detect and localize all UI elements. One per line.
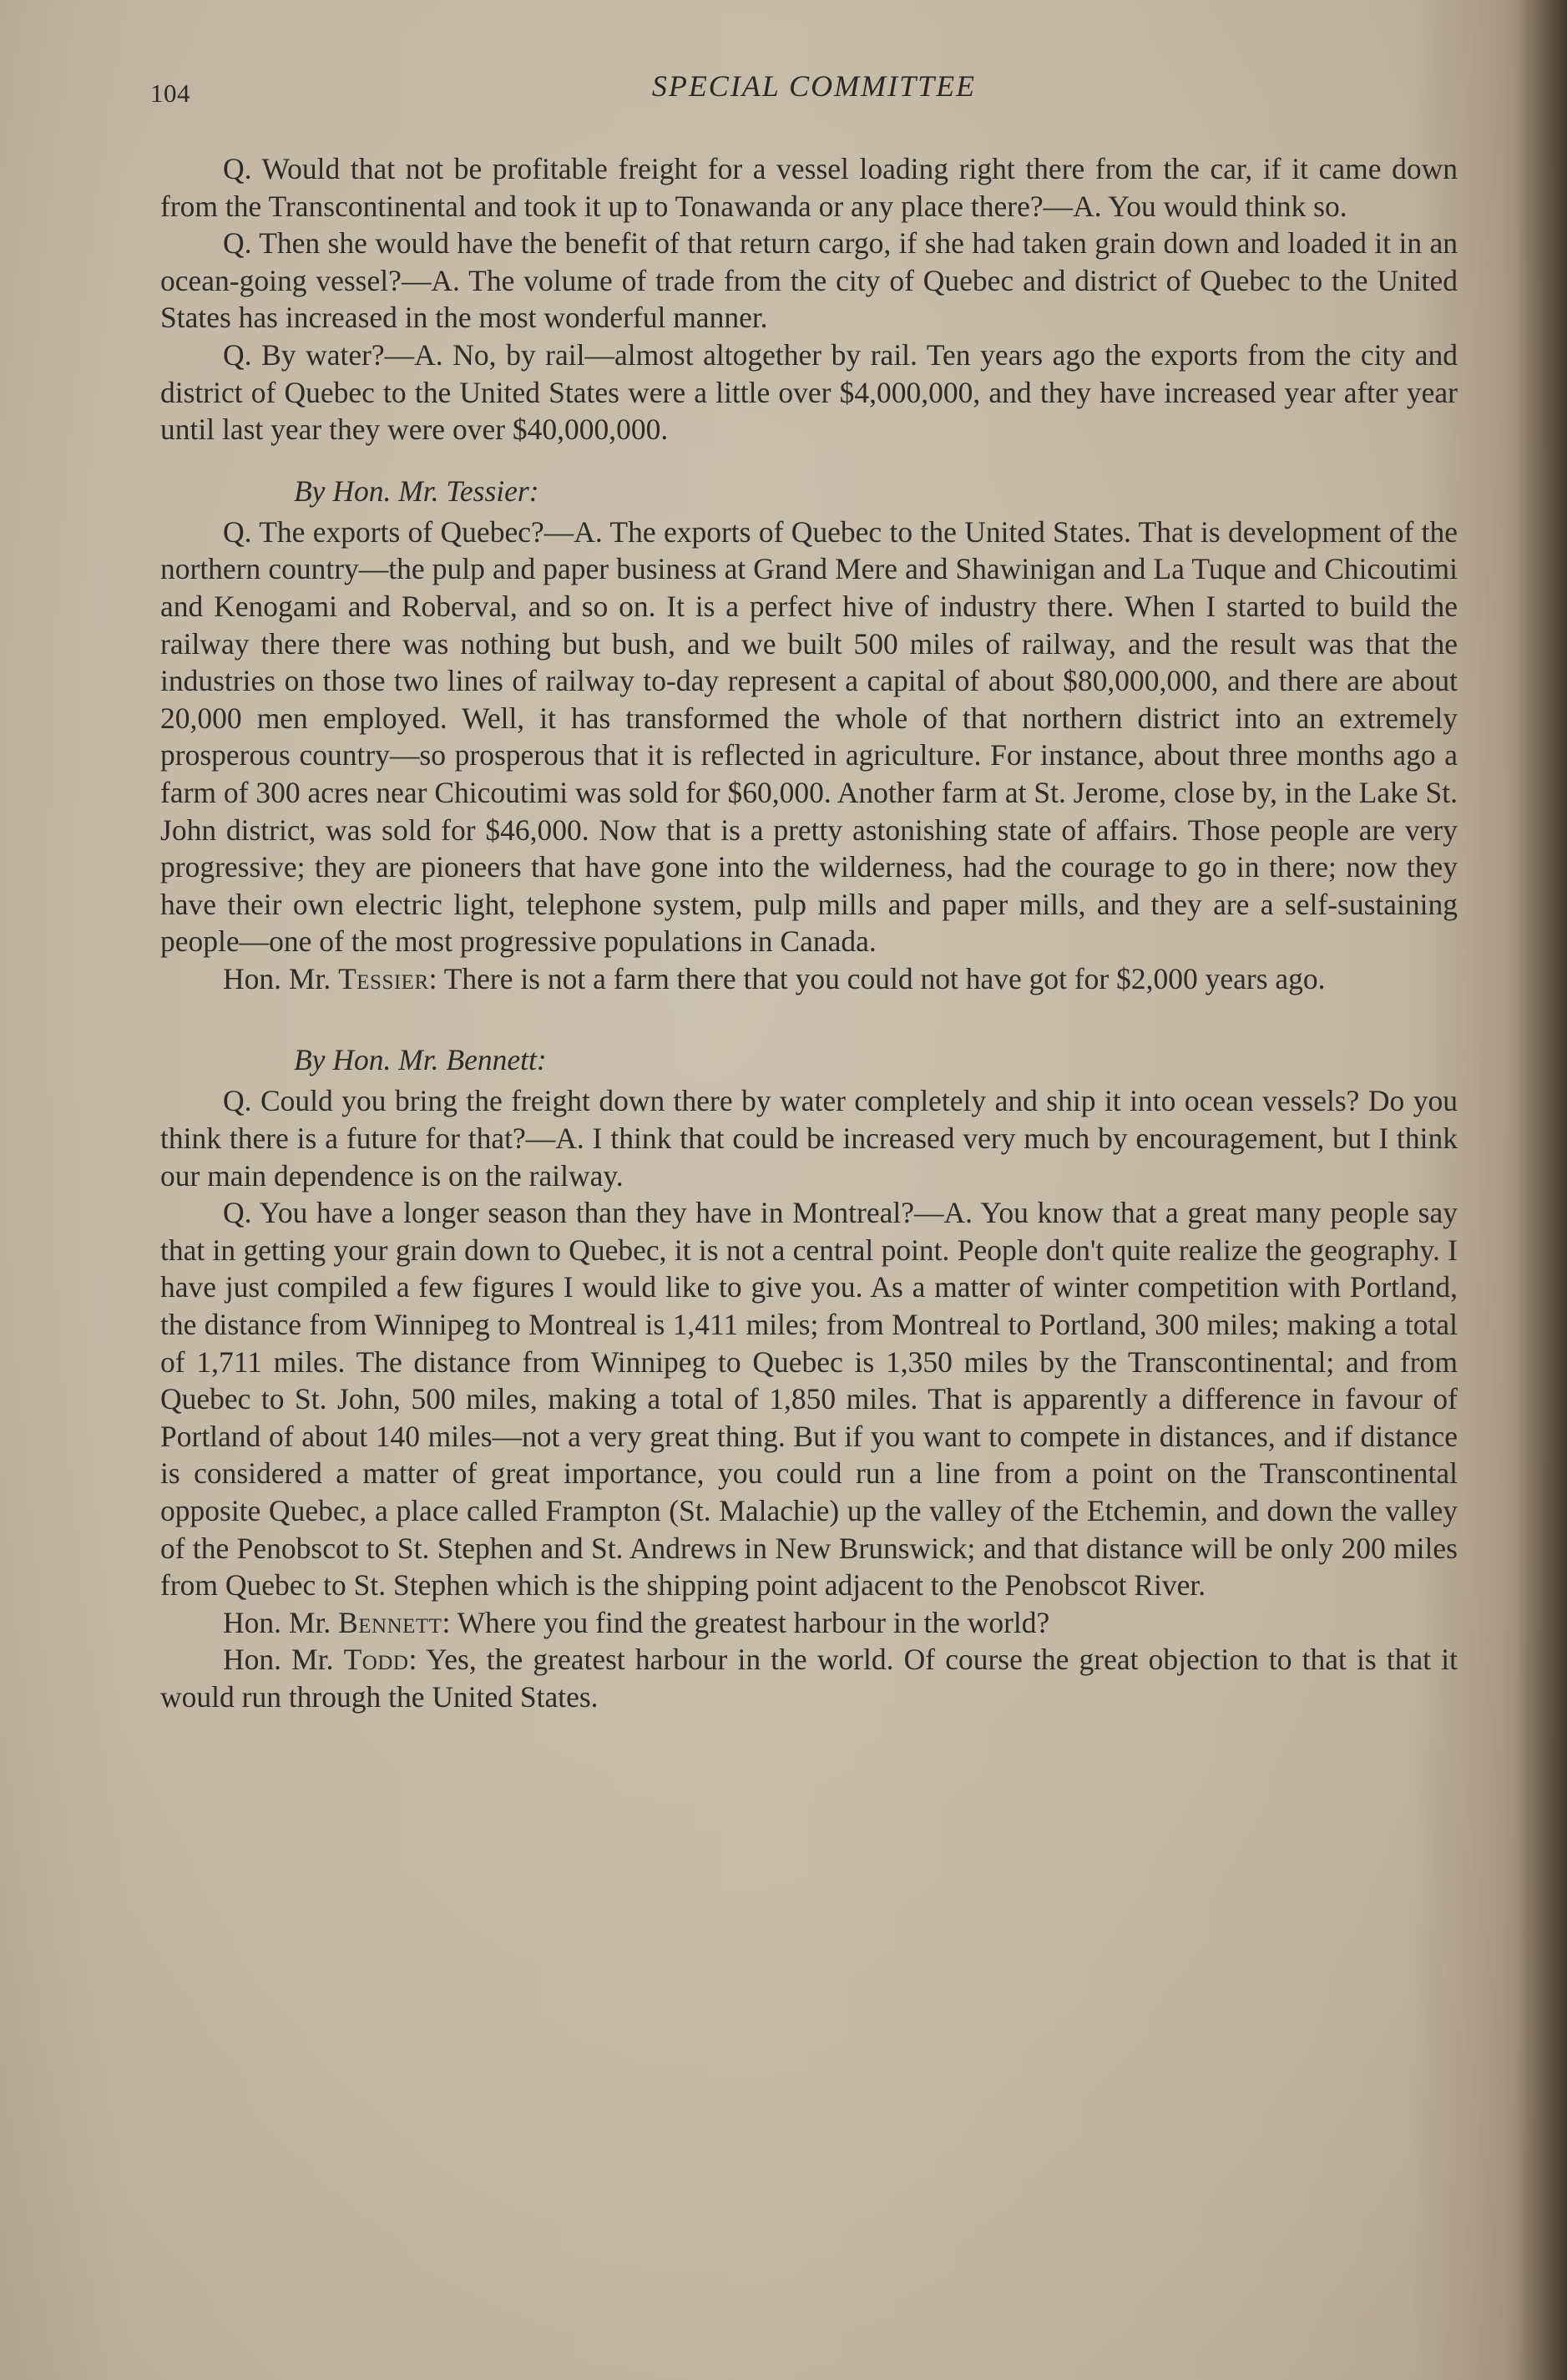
speaker-name: Bennett <box>338 1605 442 1639</box>
paragraph-by-water: Q. By water?—A. No, by rail—almost altogether by rail. Ten years ago the exports from the city and district of Quebec to the United States were a little over $4,000,000, and they have increased year after year until last year they were over $40,000,000. <box>160 337 1458 447</box>
body-text <box>160 150 1458 1716</box>
remark-text: : Yes, the greatest harbour in the world. Of course the great objection to that is that it would run through the United States. <box>160 1643 1458 1714</box>
page-number: 104 <box>150 78 190 108</box>
remark-prefix: Hon. Mr. <box>223 961 331 995</box>
remark-bennett <box>160 1604 1458 1642</box>
paragraph-tonawanda: Q. Would that not be profitable freight for a vessel loading right there from the car, if it came down from the Transcontinental and took it up to Tonawanda or any place there?—A. You would think so. <box>160 152 1458 223</box>
page-header <box>150 68 1478 119</box>
remark-todd <box>160 1641 1458 1715</box>
remark-text: : There is not a farm there that you could not have got for $2,000 years ago. <box>428 961 1326 995</box>
paragraph-ocean-vessels: Q. Could you bring the freight down there by water completely and ship it into ocean vessels? Do you think there is a future for that?—A. I think that could be increased very much by encouragement, but I think our main dependence is on the railway. <box>160 1084 1458 1193</box>
running-head: SPECIAL COMMITTEE <box>651 69 977 103</box>
book-spine-shadow <box>1517 0 1567 2380</box>
remark-text: : Where you find the greatest harbour in the world? <box>442 1605 1050 1639</box>
remark-tessier <box>160 960 1458 998</box>
paragraph-exports-of-quebec: Q. The exports of Quebec?—A. The exports of Quebec to the United States. That is development of the northern country—the pulp and paper business at Grand Mere and Shawinigan and La Tuque and Chicoutimi and Kenogami and Roberval, and so on. It is a perfect hive of industry there. When I started to build the railway there there was nothing but bush, and we built 500 miles of railway, and the result was that the industries on those two lines of railway to-day represent a capital of about $80,000,000, and there are about 20,000 men employed. Well, it has transformed the whole of that northern district into an extremely prosperous country—so prosperous that it is reflected in agriculture. For instance, about three months ago a farm of 300 acres near Chicoutimi was sold for $60,000. Another farm at St. Jerome, close by, in the Lake St. John district, was sold for $46,000. Now that is a pretty astonishing state of affairs. Those people are very progressive; they are pioneers that have gone into the wilderness, had the courage to go in there; now they have their own electric light, telephone system, pulp mills and paper mills, and they are a self-sustaining people—one of the most progressive populations in Canada. <box>160 514 1458 959</box>
speaker-name: Todd <box>343 1643 409 1677</box>
examiner-heading-bennett: By Hon. Mr. Bennett: <box>294 1043 547 1077</box>
remark-prefix: Hon. Mr. <box>223 1605 331 1639</box>
remark-prefix: Hon. Mr. <box>223 1643 334 1677</box>
paragraph-return-cargo: Q. Then she would have the benefit of that return cargo, if she had taken grain down and loaded it in an ocean-going vessel?—A. The volume of trade from the city of Quebec and district of Quebec to the United States has increased in the most wonderful manner. <box>160 226 1458 335</box>
examiner-heading-tessier: By Hon. Mr. Tessier: <box>294 473 539 508</box>
speaker-name: Tessier <box>338 961 429 995</box>
paragraph-distances: Q. You have a longer season than they have in Montreal?—A. You know that a great many people say that in getting your grain down to Quebec, it is not a central point. People don't quite realize the geography. I have just compiled a few figures I would like to give you. As a matter of winter competition with Portland, the distance from Winnipeg to Montreal is 1,411 miles; from Montreal to Portland, 300 miles; making a total of 1,711 miles. The distance from Winnipeg to Quebec is 1,350 miles by the Transcontinental; and from Quebec to St. John, 500 miles, making a total of 1,850 miles. That is apparently a difference in favour of Portland of about 140 miles—not a very great thing. But if you want to compete in distances, and if distance is considered a matter of great importance, you could run a line from a point on the Transcontinental opposite Quebec, a place called Frampton (St. Malachie) up the valley of the Etchemin, and down the valley of the Penobscot to St. Stephen and St. Andrews in New Brunswick; and that distance will be only 200 miles from Quebec to St. Stephen which is the shipping point adjacent to the Penobscot River. <box>160 1196 1458 1603</box>
